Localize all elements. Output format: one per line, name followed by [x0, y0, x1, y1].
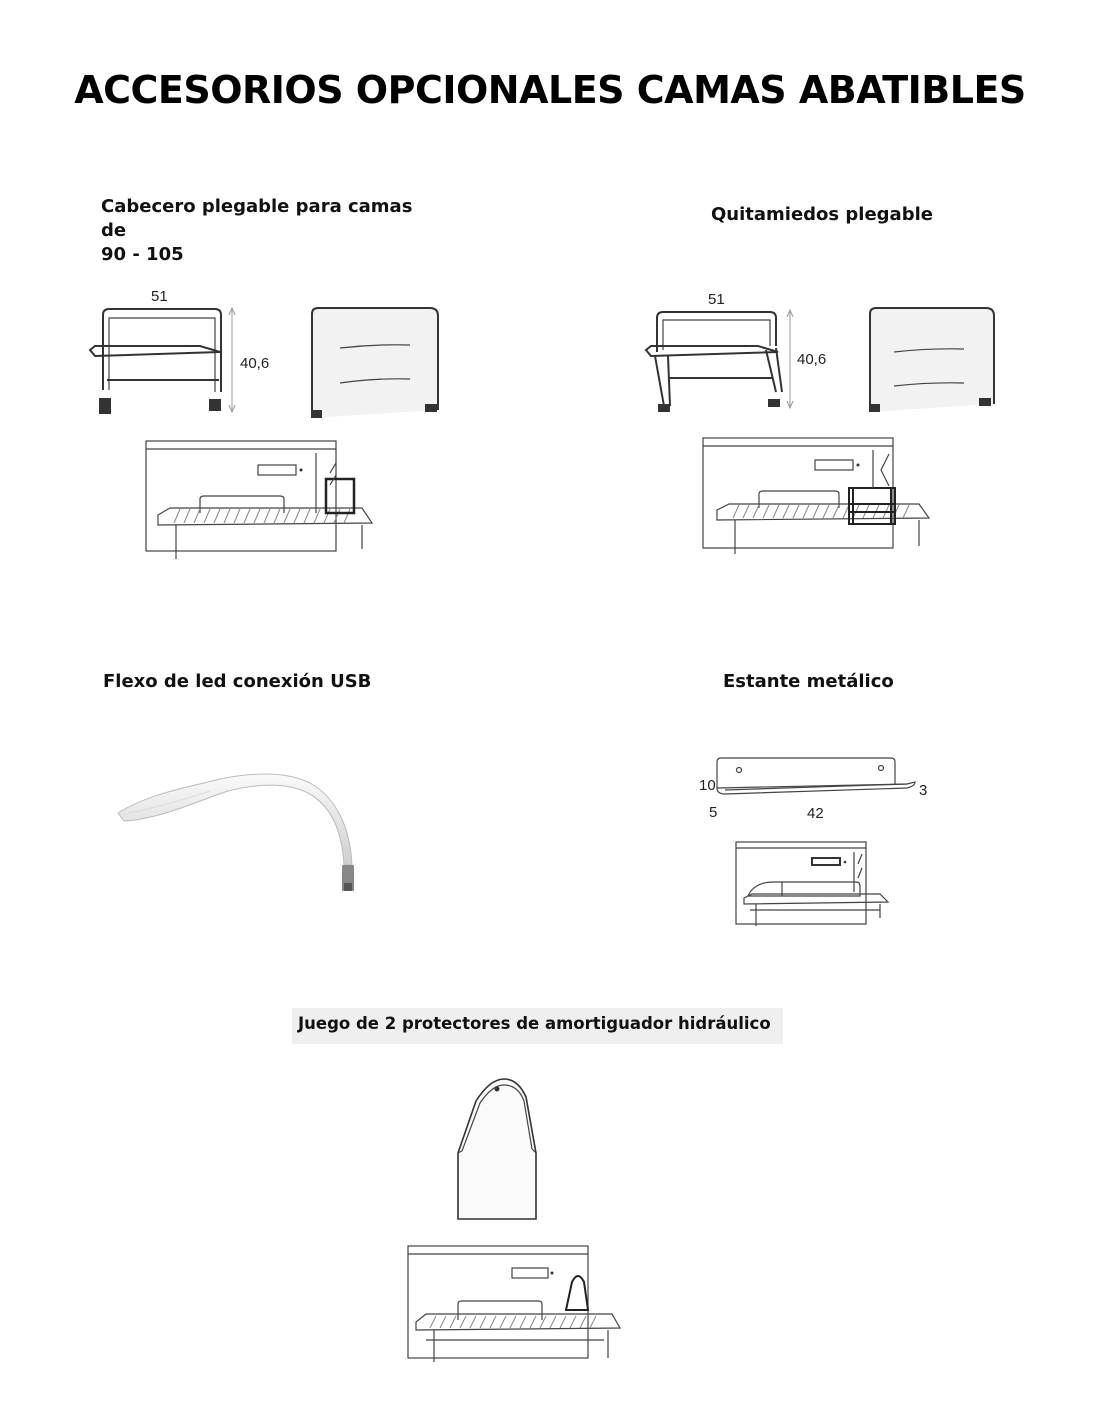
cabecero-bed-drawing [140, 435, 380, 565]
cabecero-frame-drawing [85, 280, 285, 430]
protectores-bed-drawing [400, 1240, 630, 1370]
estante-caption: Estante metálico [723, 671, 894, 692]
estante-height-label: 10 [699, 777, 716, 794]
protectores-caption: Juego de 2 protectores de amortiguador hidráulico [292, 1008, 783, 1044]
quitamiedos-panel-drawing [858, 300, 1008, 425]
cabecero-height-label: 40,6 [240, 355, 270, 372]
quitamiedos-height-label: 40,6 [797, 351, 827, 368]
flexo-caption: Flexo de led conexión USB [103, 671, 372, 692]
quitamiedos-frame-drawing [640, 280, 840, 430]
quitamiedos-bed-drawing [697, 432, 937, 562]
estante-length-label: 42 [807, 805, 824, 822]
protectores-cover-drawing [440, 1075, 550, 1225]
cabecero-panel-drawing [300, 300, 450, 425]
cabecero-caption-line1: Cabecero plegable para camas de [101, 196, 413, 241]
cabecero-width-label: 51 [151, 288, 168, 305]
quitamiedos-width-label: 51 [708, 291, 725, 308]
flexo-lamp-drawing [110, 765, 370, 900]
estante-depth-label: 5 [709, 804, 718, 821]
estante-lip-label: 3 [919, 782, 928, 799]
estante-shelf-drawing [695, 750, 935, 830]
quitamiedos-caption: Quitamiedos plegable [711, 204, 933, 225]
estante-bed-drawing [730, 838, 900, 933]
cabecero-caption-line2: 90 - 105 [101, 244, 184, 265]
page-title: ACCESORIOS OPCIONALES CAMAS ABATIBLES [74, 68, 1026, 112]
cabecero-caption [101, 195, 441, 267]
